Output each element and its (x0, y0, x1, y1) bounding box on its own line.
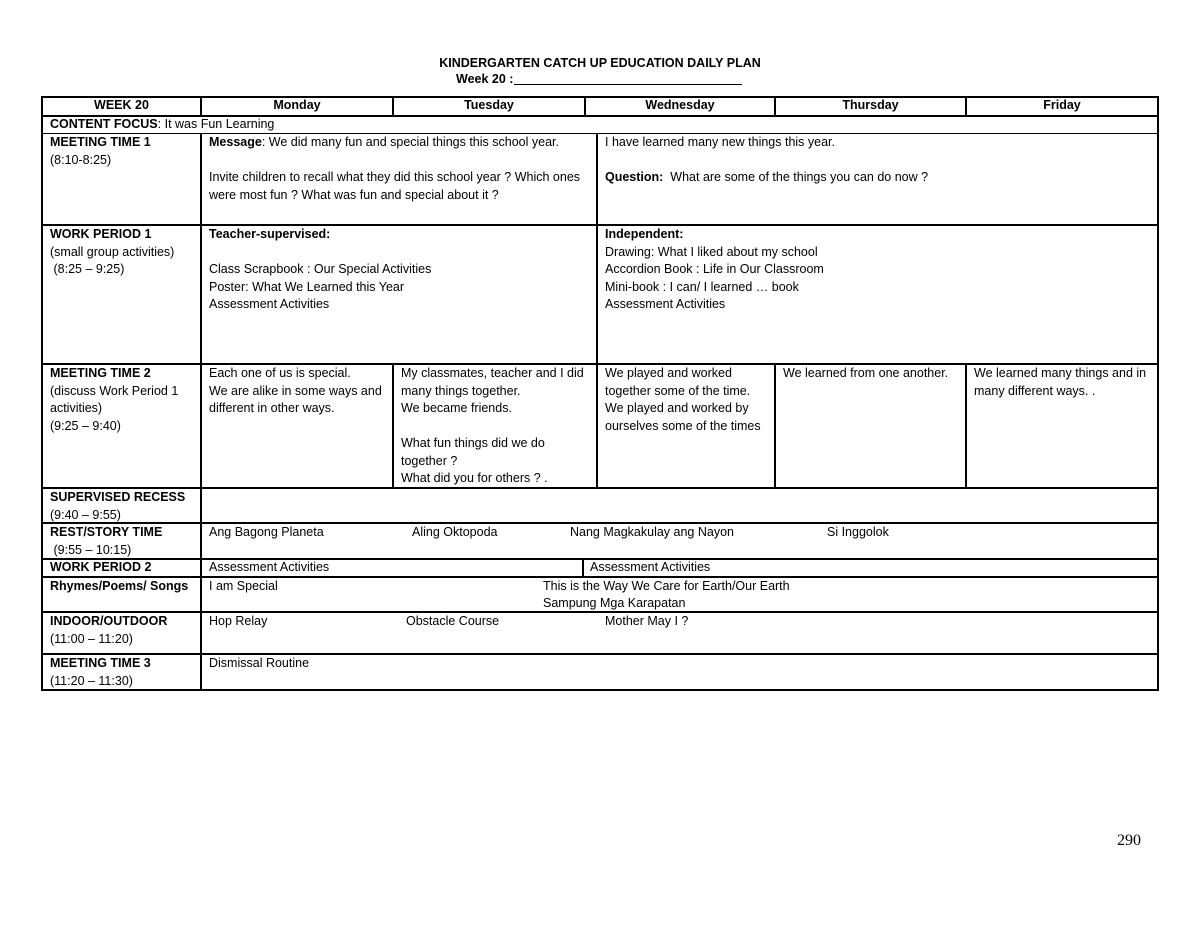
meeting-time-2-label: MEETING TIME 2 (discuss Work Period 1 activities) (9:25 – 9:40) (50, 366, 179, 433)
work-period-1-label: WORK PERIOD 1 (small group activities) (8:25 – 9:25) (50, 227, 175, 276)
rhyme-2: This is the Way We Care for Earth/Our Earth (543, 579, 790, 593)
page-number: 290 (1117, 832, 1141, 849)
meeting-time-1-message: Message: We did many fun and special things this school year. Invite children to recall what they did this school year ? Which ones were most fun ? What was fun and special about it ? (209, 135, 581, 202)
col-header-thursday: Thursday (842, 98, 899, 112)
game-3: Mother May I ? (605, 614, 689, 628)
story-1: Ang Bagong Planeta (209, 525, 324, 539)
content-focus-label: CONTENT FOCUS (50, 117, 158, 131)
story-2: Aling Oktopoda (412, 525, 498, 539)
work-period-2-label: WORK PERIOD 2 (50, 560, 152, 574)
meeting-time-2-monday: Each one of us is special. We are alike in some ways and different in other ways. (209, 366, 382, 415)
content-focus-value: It was Fun Learning (164, 117, 275, 131)
work-period-2-left: Assessment Activities (209, 560, 330, 574)
game-2: Obstacle Course (406, 614, 500, 628)
rhyme-3: Sampung Mga Karapatan (543, 596, 686, 610)
rhymes-poems-songs-label: Rhymes/Poems/ Songs (50, 579, 189, 593)
work-period-2-right: Assessment Activities (590, 560, 711, 574)
indoor-outdoor-label: INDOOR/OUTDOOR (11:00 – 11:20) (50, 614, 168, 646)
col-header-monday: Monday (273, 98, 321, 112)
game-1: Hop Relay (209, 614, 268, 628)
col-header-tuesday: Tuesday (464, 98, 514, 112)
document-title: KINDERGARTEN CATCH UP EDUCATION DAILY PLAN (439, 56, 761, 70)
meeting-time-2-friday: We learned many things and in many different ways. . (974, 366, 1147, 398)
meeting-time-2-thursday: We learned from one another. (783, 366, 949, 380)
teacher-supervised-activities: Teacher-supervised: Class Scrapbook : Our Special Activities Poster: What We Learned this Year Assessment Activities (209, 227, 432, 311)
meeting-time-1-question: I have learned many new things this year. Question: What are some of the things you can do now ? (605, 135, 929, 184)
content-focus-row: CONTENT FOCUS: It was Fun Learning (50, 117, 275, 131)
rest-story-time-label: REST/STORY TIME (9:55 – 10:15) (50, 525, 163, 557)
week-blank-line (514, 84, 742, 85)
col-header-friday: Friday (1043, 98, 1081, 112)
col-header-wednesday: Wednesday (645, 98, 715, 112)
story-4: Si Inggolok (827, 525, 889, 539)
rhyme-1: I am Special (209, 579, 278, 593)
meeting-time-3-label: MEETING TIME 3 (11:20 – 11:30) (50, 656, 151, 688)
dismissal-routine: Dismissal Routine (209, 656, 310, 670)
meeting-time-2-tuesday: My classmates, teacher and I did many things together. We became friends. What fun things did we do together ? What did you for others ? . (401, 366, 584, 485)
col-header-week: WEEK 20 (94, 98, 149, 112)
supervised-recess-label: SUPERVISED RECESS (9:40 – 9:55) (50, 490, 186, 522)
independent-activities: Independent: Drawing: What I liked about my school Accordion Book : Life in Our Classroom Mini-book : I can/ I learned … book Assessment Activities (605, 227, 824, 311)
week-label: Week 20 : (456, 72, 514, 86)
meeting-time-1-label: MEETING TIME 1 (8:10-8:25) (50, 135, 151, 167)
meeting-time-2-wednesday: We played and worked together some of the time. We played and worked by ourselves some of the times (605, 366, 761, 433)
story-3: Nang Magkakulay ang Nayon (570, 525, 734, 539)
